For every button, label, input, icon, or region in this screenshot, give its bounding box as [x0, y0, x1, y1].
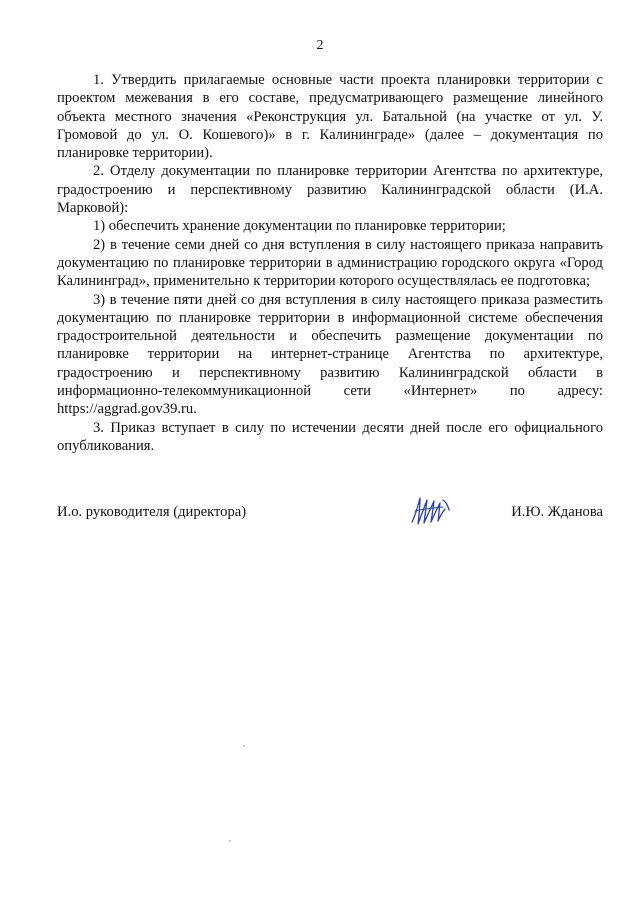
paragraph-1: 1. Утвердить прилагаемые основные части проекта планировки территории с проектом межевания в его составе, предусматривающего размещение линейного объекта местного значения «Реконструкция ул. Батальной (на участке от ул. У. Громовой до ул. О. Кошевого)» в г. Калининграде» (далее – документация по планировке территории).: [57, 72, 603, 162]
signer-name: И.Ю. Жданова: [511, 504, 603, 520]
scan-speck: [243, 745, 245, 747]
signer-position: И.о. руководителя (директора): [57, 504, 247, 520]
page-number: 2: [316, 38, 324, 53]
paragraph-2: 2. Отделу документации по планировке территории Агентства по архитектуре, градостроению и перспективному развитию Калининградской области (И.А. Марковой):: [57, 163, 603, 217]
paragraph-2-item-3: 3) в течение пяти дней со дня вступления в силу настоящего приказа разместить документацию по планировке территории в информационной системе обеспечения градостроительной деятельности и обеспечить размещение документации по планировке территории на интернет-странице Агентства по архитектуре, градостроению и перспективному развитию Калининградской области в информационно-телекоммуникационной сети «Интернет» по адресу: https://aggrad.gov39.ru.: [57, 291, 603, 418]
scan-speck: [229, 840, 231, 842]
handwritten-signature: [409, 494, 453, 528]
paragraph-3: 3. Приказ вступает в силу по истечении десяти дней после его официального опубликования.: [57, 419, 603, 454]
document-body: [57, 71, 603, 455]
paragraph-2-item-1: 1) обеспечить хранение документации по планировке территории;: [93, 218, 506, 235]
paragraph-2-item-2: 2) в течение семи дней со дня вступления в силу настоящего приказа направить документацию по планировке территории в администрацию городского округа «Город Калининград», применительно к территории которого осуществлялась ее подготовка;: [57, 236, 603, 290]
signature-block: [57, 494, 603, 534]
